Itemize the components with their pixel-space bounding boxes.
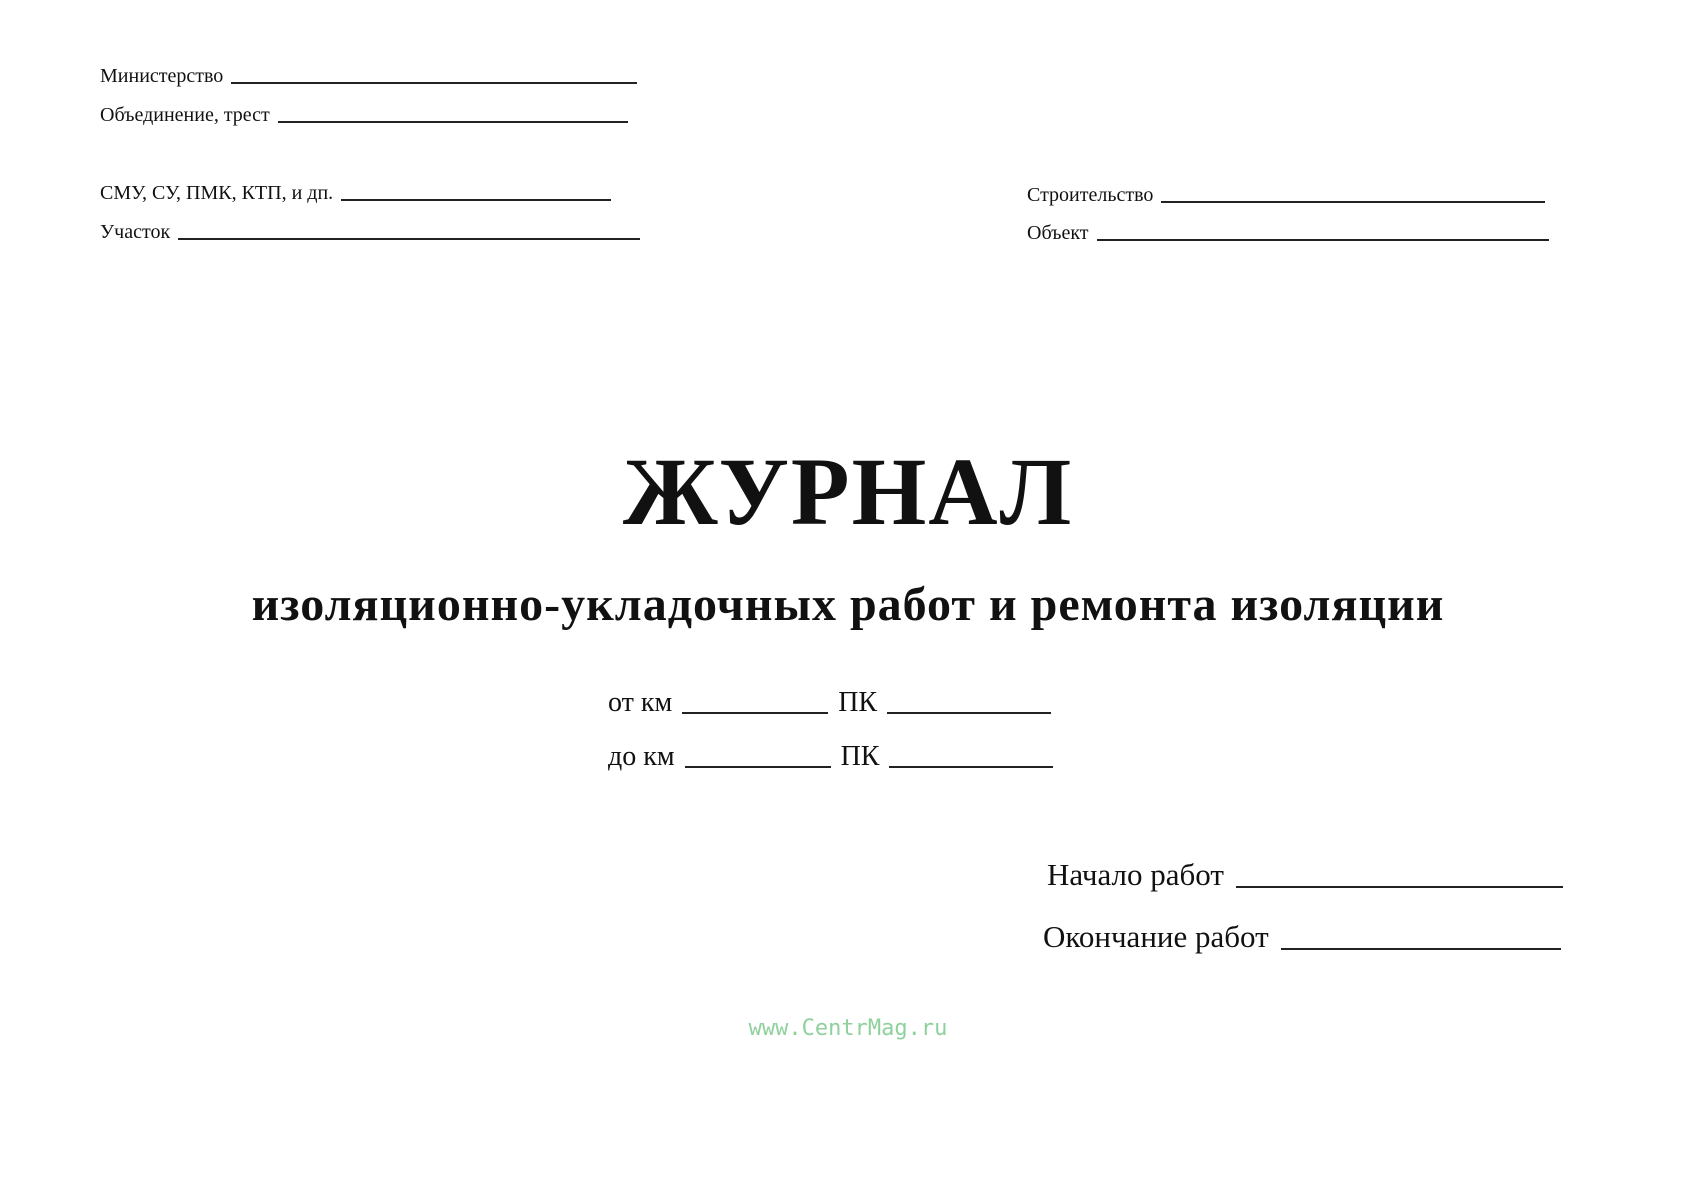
- object-label: Объект: [1027, 222, 1089, 244]
- start-date-label: Начало работ: [1047, 857, 1224, 892]
- to-km-row: [608, 742, 1053, 772]
- ministry-field: [100, 65, 637, 87]
- to-pk-input-line[interactable]: [889, 766, 1053, 768]
- page-subtitle: изоляционно-укладочных работ и ремонта изоляции: [251, 578, 1445, 631]
- from-km-label: от км: [608, 687, 673, 718]
- watermark-text: www.CentrMag.ru: [748, 1016, 948, 1041]
- start-date-field: [1047, 858, 1563, 892]
- object-input-line[interactable]: [1097, 239, 1549, 241]
- ministry-label: Министерство: [100, 65, 224, 87]
- section-input-line[interactable]: [178, 238, 640, 240]
- association-input-line[interactable]: [278, 121, 628, 123]
- from-km-row: [608, 688, 1051, 718]
- to-km-label: до км: [608, 741, 675, 772]
- page-title: ЖУРНАЛ: [622, 438, 1074, 545]
- ministry-input-line[interactable]: [231, 82, 637, 84]
- object-field: [1027, 222, 1549, 244]
- construction-input-line[interactable]: [1161, 201, 1545, 203]
- end-date-input-line[interactable]: [1281, 948, 1561, 950]
- to-km-input-line[interactable]: [685, 766, 831, 768]
- start-date-input-line[interactable]: [1236, 886, 1563, 888]
- from-pk-input-line[interactable]: [887, 712, 1051, 714]
- org-label: СМУ, СУ, ПМК, КТП, и дп.: [100, 182, 334, 204]
- end-date-field: [1043, 920, 1561, 954]
- end-date-label: Окончание работ: [1043, 919, 1269, 954]
- to-pk-label: ПК: [840, 741, 880, 772]
- association-label: Объединение, трест: [100, 104, 270, 126]
- association-field: [100, 104, 628, 126]
- construction-label: Строительство: [1027, 184, 1154, 206]
- construction-field: [1027, 184, 1545, 206]
- from-pk-label: ПК: [838, 687, 878, 718]
- org-field: [100, 182, 611, 204]
- from-km-input-line[interactable]: [682, 712, 828, 714]
- section-label: Участок: [100, 221, 171, 243]
- section-field: [100, 221, 640, 243]
- org-input-line[interactable]: [341, 199, 611, 201]
